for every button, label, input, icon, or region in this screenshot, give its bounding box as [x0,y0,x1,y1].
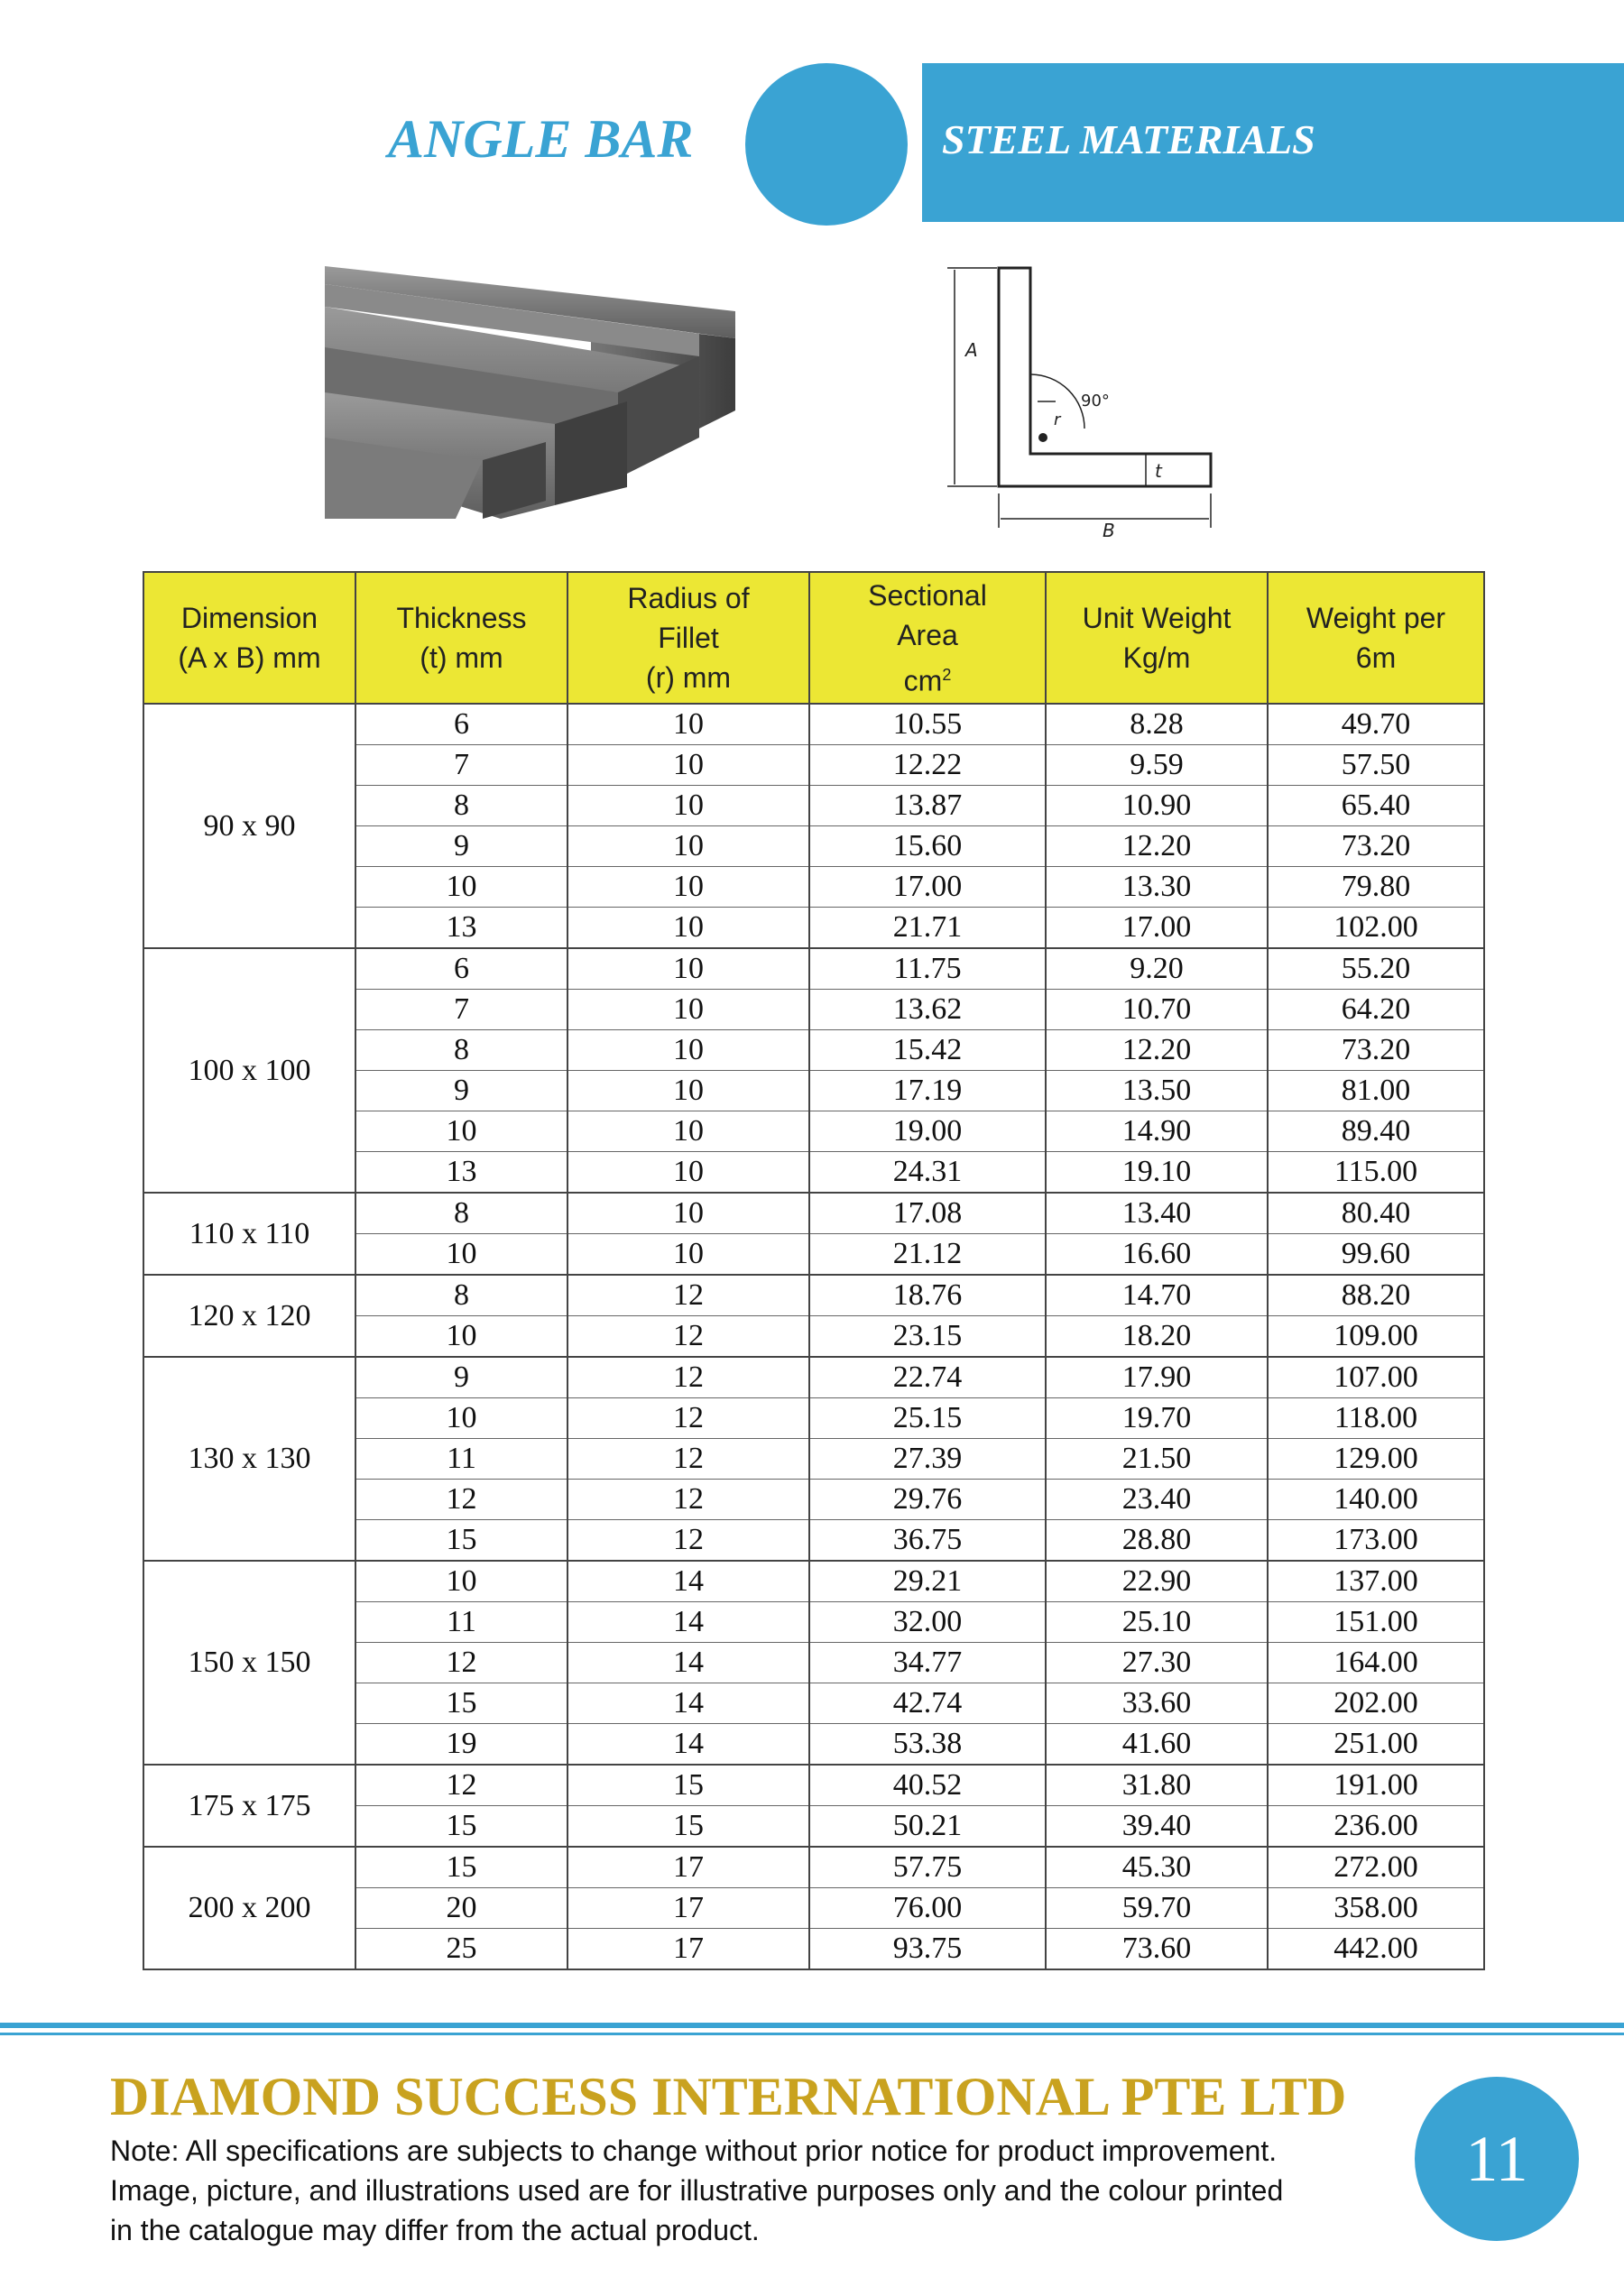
table-cell: 10 [567,786,809,826]
table-cell: 10 [567,990,809,1030]
table-cell: 15 [355,1520,567,1562]
table-cell: 202.00 [1268,1683,1484,1724]
angle-bar-spec-table [143,571,1485,1970]
table-cell: 89.40 [1268,1111,1484,1152]
label-a: A [965,339,978,361]
disclaimer-note [110,2131,1409,2250]
table-cell: 10 [567,1193,809,1234]
table-body [143,704,1484,1969]
table-row [143,1847,1484,1888]
table-cell: 10 [355,1234,567,1276]
table-cell: 115.00 [1268,1152,1484,1194]
company-name: DIAMOND SUCCESS INTERNATIONAL PTE LTD [110,2067,1347,2126]
table-cell: 8 [355,786,567,826]
table-cell: 81.00 [1268,1071,1484,1111]
dimension-cell: 175 x 175 [143,1765,355,1847]
table-row [143,1765,1484,1806]
table-cell: 7 [355,990,567,1030]
table-cell: 17.00 [1046,908,1268,949]
angle-bar-photo [320,257,735,519]
table-cell: 28.80 [1046,1520,1268,1562]
table-cell: 13.30 [1046,867,1268,908]
table-cell: 27.39 [809,1439,1046,1480]
table-cell: 10.90 [1046,786,1268,826]
table-cell: 65.40 [1268,786,1484,826]
table-cell: 17.19 [809,1071,1046,1111]
table-cell: 15.42 [809,1030,1046,1071]
table-cell: 22.74 [809,1357,1046,1398]
table-cell: 15.60 [809,826,1046,867]
table-cell: 17.00 [809,867,1046,908]
table-cell: 15 [355,1806,567,1848]
label-t: t [1155,460,1162,482]
table-cell: 191.00 [1268,1765,1484,1806]
table-cell: 23.15 [809,1316,1046,1358]
table-cell: 11 [355,1602,567,1643]
table-cell: 8.28 [1046,704,1268,745]
table-cell: 10.70 [1046,990,1268,1030]
table-cell: 13.40 [1046,1193,1268,1234]
table-cell: 11.75 [809,948,1046,990]
table-cell: 12.20 [1046,1030,1268,1071]
footer-rule-thin [0,2033,1624,2035]
table-cell: 27.30 [1046,1643,1268,1683]
table-row [143,1275,1484,1316]
table-cell: 8 [355,1030,567,1071]
header-unit-weight: Unit Weight Kg/m [1046,572,1268,704]
table-cell: 25.10 [1046,1602,1268,1643]
table-cell: 12.22 [809,745,1046,786]
table-cell: 57.50 [1268,745,1484,786]
table-cell: 12 [355,1480,567,1520]
table-cell: 22.90 [1046,1561,1268,1602]
table-cell: 10 [355,867,567,908]
table-cell: 42.74 [809,1683,1046,1724]
table-cell: 9 [355,1357,567,1398]
table-cell: 151.00 [1268,1602,1484,1643]
note-line: Image, picture, and illustrations used are for illustrative purposes only and the colour printed [110,2174,1284,2207]
header-sectional-area: Sectional Area $cm^2$ [809,572,1046,704]
table-cell: 24.31 [809,1152,1046,1194]
dimension-cell: 100 x 100 [143,948,355,1193]
table-cell: 13 [355,1152,567,1194]
section-title: STEEL MATERIALS [942,116,1315,162]
table-cell: 73.20 [1268,1030,1484,1071]
label-b: B [1103,520,1115,541]
table-cell: 12 [567,1480,809,1520]
table-cell: 19.10 [1046,1152,1268,1194]
table-cell: 442.00 [1268,1929,1484,1970]
table-row [143,1561,1484,1602]
table-row [143,1357,1484,1398]
table-cell: 102.00 [1268,908,1484,949]
header-circle-decoration [745,63,908,226]
table-cell: 99.60 [1268,1234,1484,1276]
table-cell: 6 [355,948,567,990]
header-dimension: Dimension (A x B) mm [143,572,355,704]
table-cell: 251.00 [1268,1724,1484,1766]
table-cell: 25.15 [809,1398,1046,1439]
section-band [922,63,1624,222]
table-cell: 118.00 [1268,1398,1484,1439]
table-cell: 173.00 [1268,1520,1484,1562]
table-cell: 10 [567,1152,809,1194]
table-cell: 64.20 [1268,990,1484,1030]
table-cell: 80.40 [1268,1193,1484,1234]
table-cell: 39.40 [1046,1806,1268,1848]
angle-cross-section-diagram [929,257,1227,555]
table-cell: 15 [355,1847,567,1888]
footer-rule [0,2023,1624,2028]
table-cell: 10 [567,1111,809,1152]
table-cell: 10 [355,1316,567,1358]
table-cell: 140.00 [1268,1480,1484,1520]
table-cell: 15 [355,1683,567,1724]
table-cell: 15 [567,1806,809,1848]
table-cell: 10 [567,704,809,745]
dimension-cell: 110 x 110 [143,1193,355,1275]
table-cell: 41.60 [1046,1724,1268,1766]
table-row [143,1193,1484,1234]
table-cell: 12 [567,1357,809,1398]
table-cell: 57.75 [809,1847,1046,1888]
table-cell: 14.90 [1046,1111,1268,1152]
table-cell: 36.75 [809,1520,1046,1562]
table-cell: 10 [567,867,809,908]
table-cell: 13.87 [809,786,1046,826]
table-cell: 10 [355,1398,567,1439]
header-thickness: Thickness (t) mm [355,572,567,704]
table-cell: 8 [355,1193,567,1234]
table-cell: 29.76 [809,1480,1046,1520]
page-title: ANGLE BAR [388,109,694,169]
table-cell: 12 [567,1275,809,1316]
table-cell: 129.00 [1268,1439,1484,1480]
table-cell: 13.62 [809,990,1046,1030]
table-cell: 14 [567,1643,809,1683]
table-cell: 14 [567,1602,809,1643]
table-cell: 12 [567,1439,809,1480]
table-cell: 33.60 [1046,1683,1268,1724]
table-cell: 9 [355,1071,567,1111]
table-cell: 34.77 [809,1643,1046,1683]
note-line: Note: All specifications are subjects to change without prior notice for product improvement. [110,2135,1278,2167]
dimension-cell: 130 x 130 [143,1357,355,1561]
table-cell: 10 [355,1561,567,1602]
table-cell: 10 [567,1030,809,1071]
table-cell: 10 [567,948,809,990]
header-weight-6m: Weight per 6m [1268,572,1484,704]
table-cell: 10.55 [809,704,1046,745]
dimension-cell: 200 x 200 [143,1847,355,1969]
table-cell: 53.38 [809,1724,1046,1766]
table-cell: 50.21 [809,1806,1046,1848]
table-cell: 49.70 [1268,704,1484,745]
table-header-row [143,572,1484,704]
table-cell: 8 [355,1275,567,1316]
dimension-cell: 150 x 150 [143,1561,355,1765]
table-cell: 272.00 [1268,1847,1484,1888]
table-cell: 45.30 [1046,1847,1268,1888]
table-cell: 55.20 [1268,948,1484,990]
table-cell: 137.00 [1268,1561,1484,1602]
table-cell: 29.21 [809,1561,1046,1602]
table-cell: 10 [567,1071,809,1111]
table-cell: 17.90 [1046,1357,1268,1398]
table-cell: 31.80 [1046,1765,1268,1806]
label-angle: 90° [1081,392,1110,410]
table-cell: 12 [355,1765,567,1806]
label-r: r [1054,410,1061,429]
table-cell: 21.50 [1046,1439,1268,1480]
table-cell: 16.60 [1046,1234,1268,1276]
table-cell: 12 [355,1643,567,1683]
table-cell: 107.00 [1268,1357,1484,1398]
table-cell: 59.70 [1046,1888,1268,1929]
table-cell: 15 [567,1765,809,1806]
header-radius: Radius of Fillet (r) mm [567,572,809,704]
table-cell: 73.60 [1046,1929,1268,1970]
table-cell: 109.00 [1268,1316,1484,1358]
table-cell: 12.20 [1046,826,1268,867]
table-cell: 10 [567,1234,809,1276]
table-cell: 164.00 [1268,1643,1484,1683]
note-line: in the catalogue may differ from the actual product. [110,2214,760,2246]
table-cell: 358.00 [1268,1888,1484,1929]
table-cell: 9 [355,826,567,867]
table-cell: 40.52 [809,1765,1046,1806]
table-cell: 6 [355,704,567,745]
table-cell: 10 [567,745,809,786]
table-cell: 21.12 [809,1234,1046,1276]
table-cell: 12 [567,1520,809,1562]
table-cell: 14 [567,1561,809,1602]
table-cell: 17.08 [809,1193,1046,1234]
table-cell: 88.20 [1268,1275,1484,1316]
dimension-cell: 90 x 90 [143,704,355,948]
table-cell: 14.70 [1046,1275,1268,1316]
table-cell: 19.00 [809,1111,1046,1152]
table-cell: 76.00 [809,1888,1046,1929]
table-cell: 23.40 [1046,1480,1268,1520]
table-cell: 12 [567,1398,809,1439]
table-row [143,948,1484,990]
dimension-cell: 120 x 120 [143,1275,355,1357]
table-cell: 93.75 [809,1929,1046,1970]
table-cell: 32.00 [809,1602,1046,1643]
table-cell: 10 [567,826,809,867]
table-cell: 10 [567,908,809,949]
table-cell: 14 [567,1683,809,1724]
table-cell: 73.20 [1268,826,1484,867]
table-cell: 17 [567,1929,809,1970]
table-cell: 18.76 [809,1275,1046,1316]
table-cell: 21.71 [809,908,1046,949]
table-cell: 25 [355,1929,567,1970]
table-cell: 236.00 [1268,1806,1484,1848]
table-cell: 11 [355,1439,567,1480]
table-cell: 14 [567,1724,809,1766]
table-cell: 20 [355,1888,567,1929]
table-cell: 13.50 [1046,1071,1268,1111]
page-number: 11 [1415,2077,1579,2241]
table-cell: 17 [567,1847,809,1888]
table-cell: 9.59 [1046,745,1268,786]
table-cell: 19.70 [1046,1398,1268,1439]
table-cell: 7 [355,745,567,786]
table-cell: 17 [567,1888,809,1929]
table-cell: 79.80 [1268,867,1484,908]
table-cell: 18.20 [1046,1316,1268,1358]
table-cell: 9.20 [1046,948,1268,990]
table-row [143,704,1484,745]
table-cell: 10 [355,1111,567,1152]
table-cell: 13 [355,908,567,949]
table-cell: 19 [355,1724,567,1766]
table-cell: 12 [567,1316,809,1358]
